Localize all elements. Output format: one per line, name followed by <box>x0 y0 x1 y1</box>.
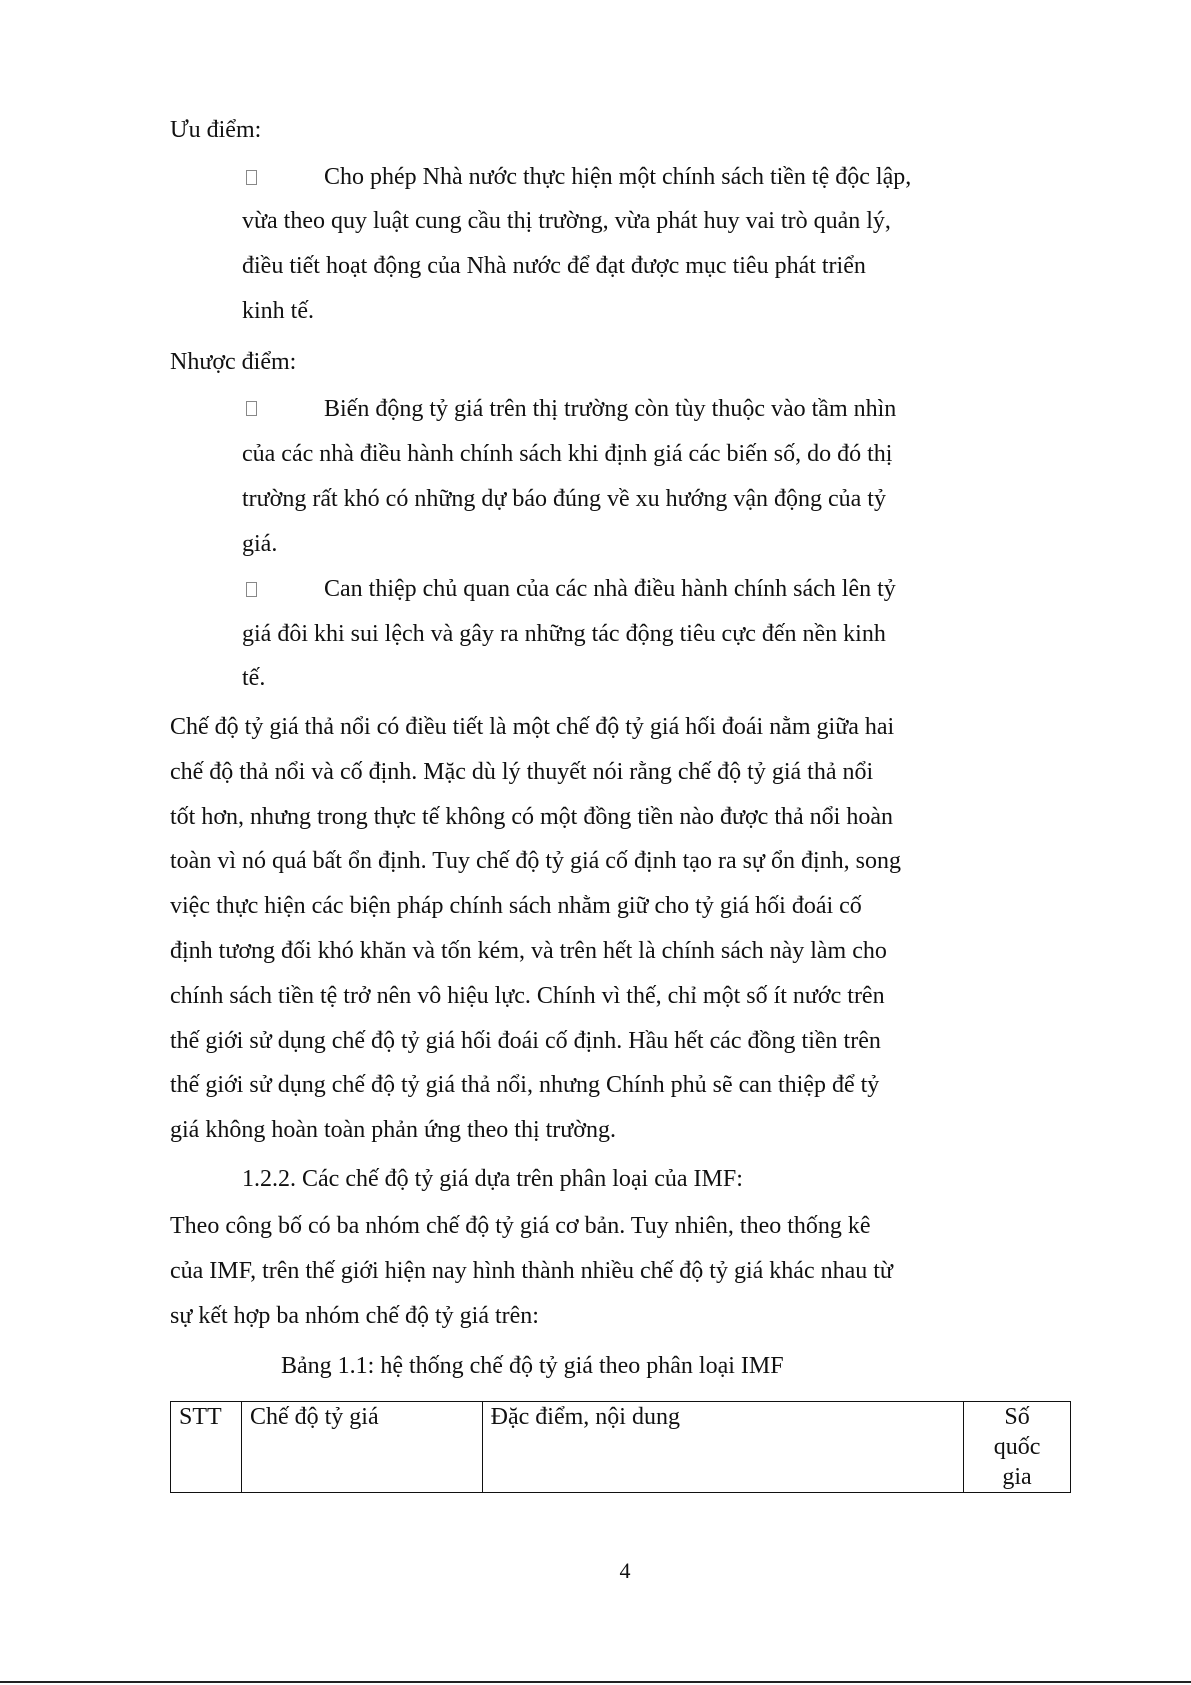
paragraph-line-4: toàn vì nó quá bất ổn định. Tuy chế độ tỷ giá cố định tạo ra sự ổn định, song <box>170 848 901 874</box>
header-country-count <box>964 1402 1071 1493</box>
header-country-count-line-3: gia <box>1002 1464 1032 1490</box>
paragraph-line-3: tốt hơn, nhưng trong thực tế không có một đồng tiền nào được thả nổi hoàn <box>170 804 893 830</box>
disadvantage-1-line-2: của các nhà điều hành chính sách khi định giá các biến số, do đó thị <box>242 441 893 467</box>
section-line-2: của IMF, trên thế giới hiện nay hình thành nhiều chế độ tỷ giá khác nhau từ <box>170 1258 893 1284</box>
header-country-count-line-1: Số <box>1004 1404 1030 1430</box>
table-caption: Bảng 1.1: hệ thống chế độ tỷ giá theo phân loại IMF <box>281 1353 784 1379</box>
table-header-row <box>171 1402 1071 1493</box>
disadvantage-2-line-3: tế. <box>242 665 266 691</box>
bullet-box-icon <box>246 582 257 597</box>
page-number: 4 <box>619 1558 631 1583</box>
imf-regime-table <box>170 1401 1071 1493</box>
disadvantages-heading: Nhược điểm: <box>170 349 297 375</box>
paragraph-line-8: thế giới sử dụng chế độ tỷ giá hối đoái cố định. Hầu hết các đồng tiền trên <box>170 1028 881 1054</box>
advantage-1-line-4: kinh tế. <box>242 298 314 324</box>
section-line-1: Theo công bố có ba nhóm chế độ tỷ giá cơ bản. Tuy nhiên, theo thống kê <box>170 1213 871 1239</box>
header-features: Đặc điểm, nội dung <box>482 1402 963 1493</box>
header-stt: STT <box>171 1402 242 1493</box>
paragraph-line-2: chế độ thả nổi và cố định. Mặc dù lý thuyết nói rằng chế độ tỷ giá thả nổi <box>170 759 874 785</box>
header-country-count-line-2: quốc <box>993 1434 1041 1460</box>
bottom-edge-divider <box>0 1681 1191 1683</box>
section-line-3: sự kết hợp ba nhóm chế độ tỷ giá trên: <box>170 1303 539 1329</box>
bullet-box-icon <box>246 401 257 416</box>
disadvantage-2-line-1: Can thiệp chủ quan của các nhà điều hành chính sách lên tỷ <box>324 576 896 602</box>
disadvantage-2-line-2: giá đôi khi sui lệch và gây ra những tác động tiêu cực đến nền kinh <box>242 621 886 647</box>
bullet-box-icon <box>246 170 257 185</box>
paragraph-line-7: chính sách tiền tệ trở nên vô hiệu lực. Chính vì thế, chỉ một số ít nước trên <box>170 983 885 1009</box>
advantage-1-line-1: Cho phép Nhà nước thực hiện một chính sách tiền tệ độc lập, <box>324 164 912 190</box>
disadvantage-1-line-1: Biến động tỷ giá trên thị trường còn tùy thuộc vào tầm nhìn <box>324 396 897 422</box>
section-heading: 1.2.2. Các chế độ tỷ giá dựa trên phân loại của IMF: <box>242 1166 743 1192</box>
advantage-1-line-3: điều tiết hoạt động của Nhà nước để đạt được mục tiêu phát triển <box>242 253 866 279</box>
paragraph-line-9: thế giới sử dụng chế độ tỷ giá thả nổi, nhưng Chính phủ sẽ can thiệp để tỷ <box>170 1072 880 1098</box>
header-regime: Chế độ tỷ giá <box>241 1402 482 1493</box>
disadvantage-1-line-3: trường rất khó có những dự báo đúng về xu hướng vận động của tỷ <box>242 486 886 512</box>
paragraph-line-5: việc thực hiện các biện pháp chính sách nhằm giữ cho tỷ giá hối đoái cố <box>170 893 862 919</box>
disadvantage-1-line-4: giá. <box>242 531 278 557</box>
advantage-1-line-2: vừa theo quy luật cung cầu thị trường, vừa phát huy vai trò quản lý, <box>242 208 891 234</box>
paragraph-line-1: Chế độ tỷ giá thả nổi có điều tiết là một chế độ tỷ giá hối đoái nằm giữa hai <box>170 714 895 740</box>
paragraph-line-6: định tương đối khó khăn và tốn kém, và trên hết là chính sách này làm cho <box>170 938 887 964</box>
advantages-heading: Ưu điểm: <box>170 117 262 143</box>
paragraph-line-10: giá không hoàn toàn phản ứng theo thị trường. <box>170 1117 616 1143</box>
